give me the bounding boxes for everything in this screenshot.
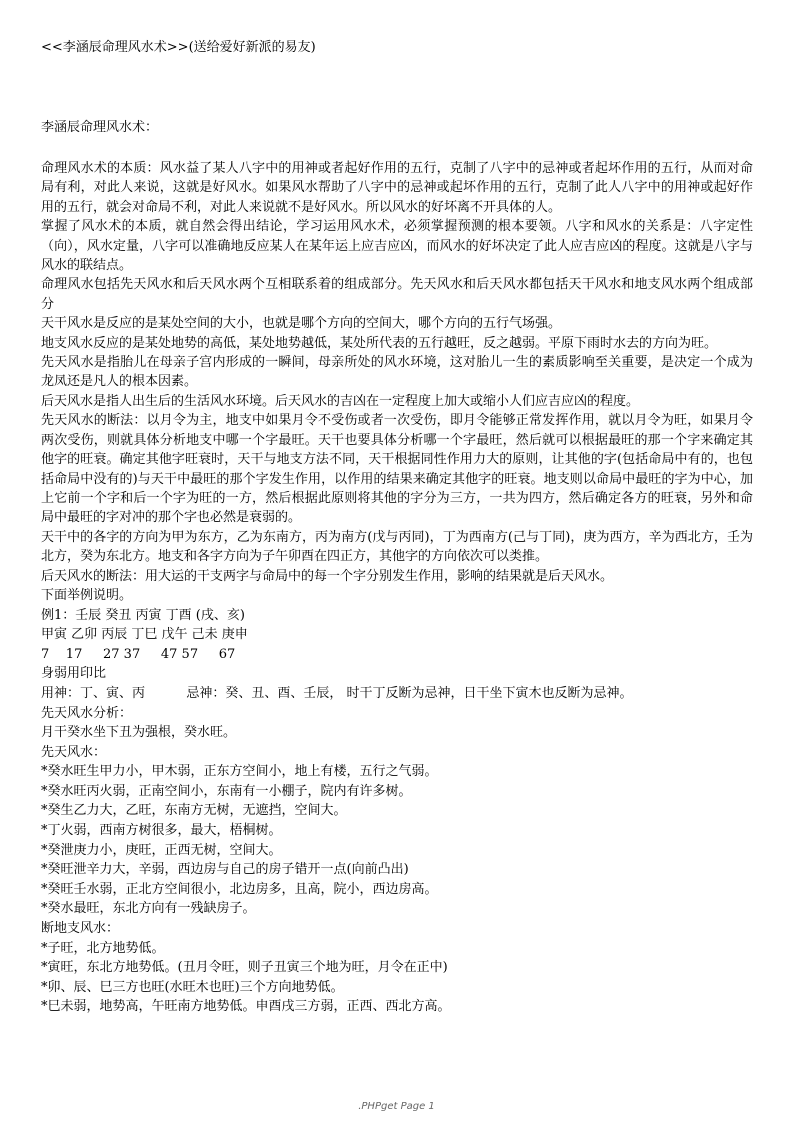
paragraph-bazi-relation: 掌握了风水术的本质，就自然会得出结论，学习运用风水术，必须掌握预测的根本要领。八字和风水的关系是：八字定性（向），风水定量，八字可以准确地反应某人在某年运上应吉应凶，而风水的好坏决定了此人应吉应凶的程度。这就是八字与风水的联结点。 xyxy=(41,219,753,274)
paragraph-xiantian-fengshui: 先天风水是指胎儿在母亲子宫内形成的一瞬间，母亲所处的风水环境，这对胎儿一生的素质影响至关重要，是决定一个成为龙凤还是凡人的根本因素。 xyxy=(41,355,753,390)
list-item: *巳未弱，地势高，午旺南方地势低。申酉戌三方弱，正西、西北方高。 xyxy=(41,999,451,1015)
example-dayun-line: 甲寅 乙卯 丙辰 丁巳 戊午 己未 庚申 xyxy=(41,627,248,643)
paragraph-tiangan-fengshui: 天干风水是反应的是某处空间的大小，也就是哪个方向的空间大，哪个方向的五行气场强。 xyxy=(41,316,562,332)
list-item: *癸水旺生甲力小，甲木弱，正东方空间小，地上有楼，五行之气弱。 xyxy=(41,764,438,780)
list-item: *子旺，北方地势低。 xyxy=(41,940,165,956)
text-line: 断地支风水： xyxy=(41,921,120,937)
page-footer: .PHPget Page 1 xyxy=(358,1101,435,1112)
paragraph-houtian-fengshui: 后天风水是指人出生后的生活风水环境。后天风水的吉凶在一定程度上加大或缩小人们应吉应凶的程度。 xyxy=(41,393,640,409)
text-line: 用神：丁、寅、丙 忌神：癸、丑、酉、壬辰， 时干丁反断为忌神，日干坐下寅木也反断为忌神。 xyxy=(41,685,633,701)
document-header: <<李涵辰命理风水术>>(送给爱好新派的易友) xyxy=(41,40,316,55)
paragraph-houtian-method: 后天风水的断法：用大运的干支两字与命局中的每一个字分别发生作用，影响的结果就是后天风水。 xyxy=(41,568,614,584)
text-line: 下面举例说明。 xyxy=(41,587,133,603)
list-item: *卯、辰、巳三方也旺(水旺木也旺)三个方向地势低。 xyxy=(41,979,344,995)
list-item: *癸水旺丙火弱，正南空间小，东南有一小棚子，院内有许多树。 xyxy=(41,783,412,799)
list-item: *癸旺壬水弱，正北方空间很小，北边房多，且高，院小，西边房高。 xyxy=(41,881,438,897)
list-item: *癸水最旺，东北方向有一残缺房子。 xyxy=(41,901,256,917)
paragraph-components: 命理风水包括先天风水和后天风水两个互相联系着的组成部分。先天风水和后天风水都包括天干风水和地支风水两个组成部分 xyxy=(41,277,753,312)
text-line: 月干癸水坐下丑为强根，癸水旺。 xyxy=(41,725,237,741)
list-item: *丁火弱，西南方树很多，最大，梧桐树。 xyxy=(41,823,282,839)
list-item: *癸旺泄辛力大，辛弱，西边房与自己的房子错开一点(向前凸出) xyxy=(41,862,409,878)
list-item: *癸生乙力大，乙旺，东南方无树，无遮挡，空间大。 xyxy=(41,803,347,819)
paragraph-essence: 命理风水术的本质：风水益了某人八字中的用神或者起好作用的五行，克制了八字中的忌神或者起坏作用的五行，从而对命局有利，对此人来说，这就是好风水。如果风水帮助了八字中的忌神或起坏作用的五行，克制了此人八字中的用神或起好作用的五行，就会对命局不利，对此人来说就不是好风水。所以风水的好坏离不开具体的人。 xyxy=(41,161,753,215)
text-line: 先天风水分析： xyxy=(41,705,133,721)
list-item: *寅旺，东北方地势低。(丑月令旺，则子丑寅三个地为旺，月令在正中) xyxy=(41,960,448,976)
example-bazi-line: 例1：壬辰 癸丑 丙寅 丁酉 (戌、亥) xyxy=(41,607,245,623)
text-line: 先天风水： xyxy=(41,744,107,760)
paragraph-directions: 天干中的各字的方向为甲为东方，乙为东南方，丙为南方(戊与丙同)，丁为西南方(己与丁同)，庚为西方，辛为西北方，壬为北方，癸为东北方。地支和各字方向为子午卯酉在四正方，其他字的方向依次可以类推。 xyxy=(41,529,753,565)
paragraph-dizhi-fengshui: 地支风水反应的是某处地势的高低，某处地势越低，某处所代表的五行越旺，反之越弱。平原下雨时水去的方向为旺。 xyxy=(41,335,718,351)
example-age-line: 7 17 27 37 47 57 67 xyxy=(41,646,236,662)
list-item: *癸泄庚力小，庚旺，正西无树，空间大。 xyxy=(41,842,282,858)
document-body xyxy=(41,159,753,1017)
section-title: 李涵辰命理风水术： xyxy=(41,120,159,135)
text-line: 身弱用印比 xyxy=(41,666,107,682)
paragraph-xiantian-method: 先天风水的断法：以月令为主，地支中如果月令不受伤或者一次受伤，即月令能够正常发挥作用，就以月令为旺，如果月令两次受伤，则就具体分析地支中哪一个字最旺。天干也要具体分析哪一个字最旺，然后就可以根据最旺的那一个字来确定其他字的旺衰。确定其他字旺衰时，天干与地支方法不同，天干根据同性作用力大的原则，让其他的字(包括命局中有的，也包括命局中没有的)与天干中最旺的那个字发生作用，以作用的结果来确定其他字的旺衰。地支则以命局中最旺的字为中心，加上它前一个字和后一个字为旺的一方，然后根据此原则将其他的字分为三方，一共为四方，然后确定各方的旺衰，另外和命局中最旺的字对冲的那个字也必然是衰弱的。 xyxy=(41,413,753,526)
